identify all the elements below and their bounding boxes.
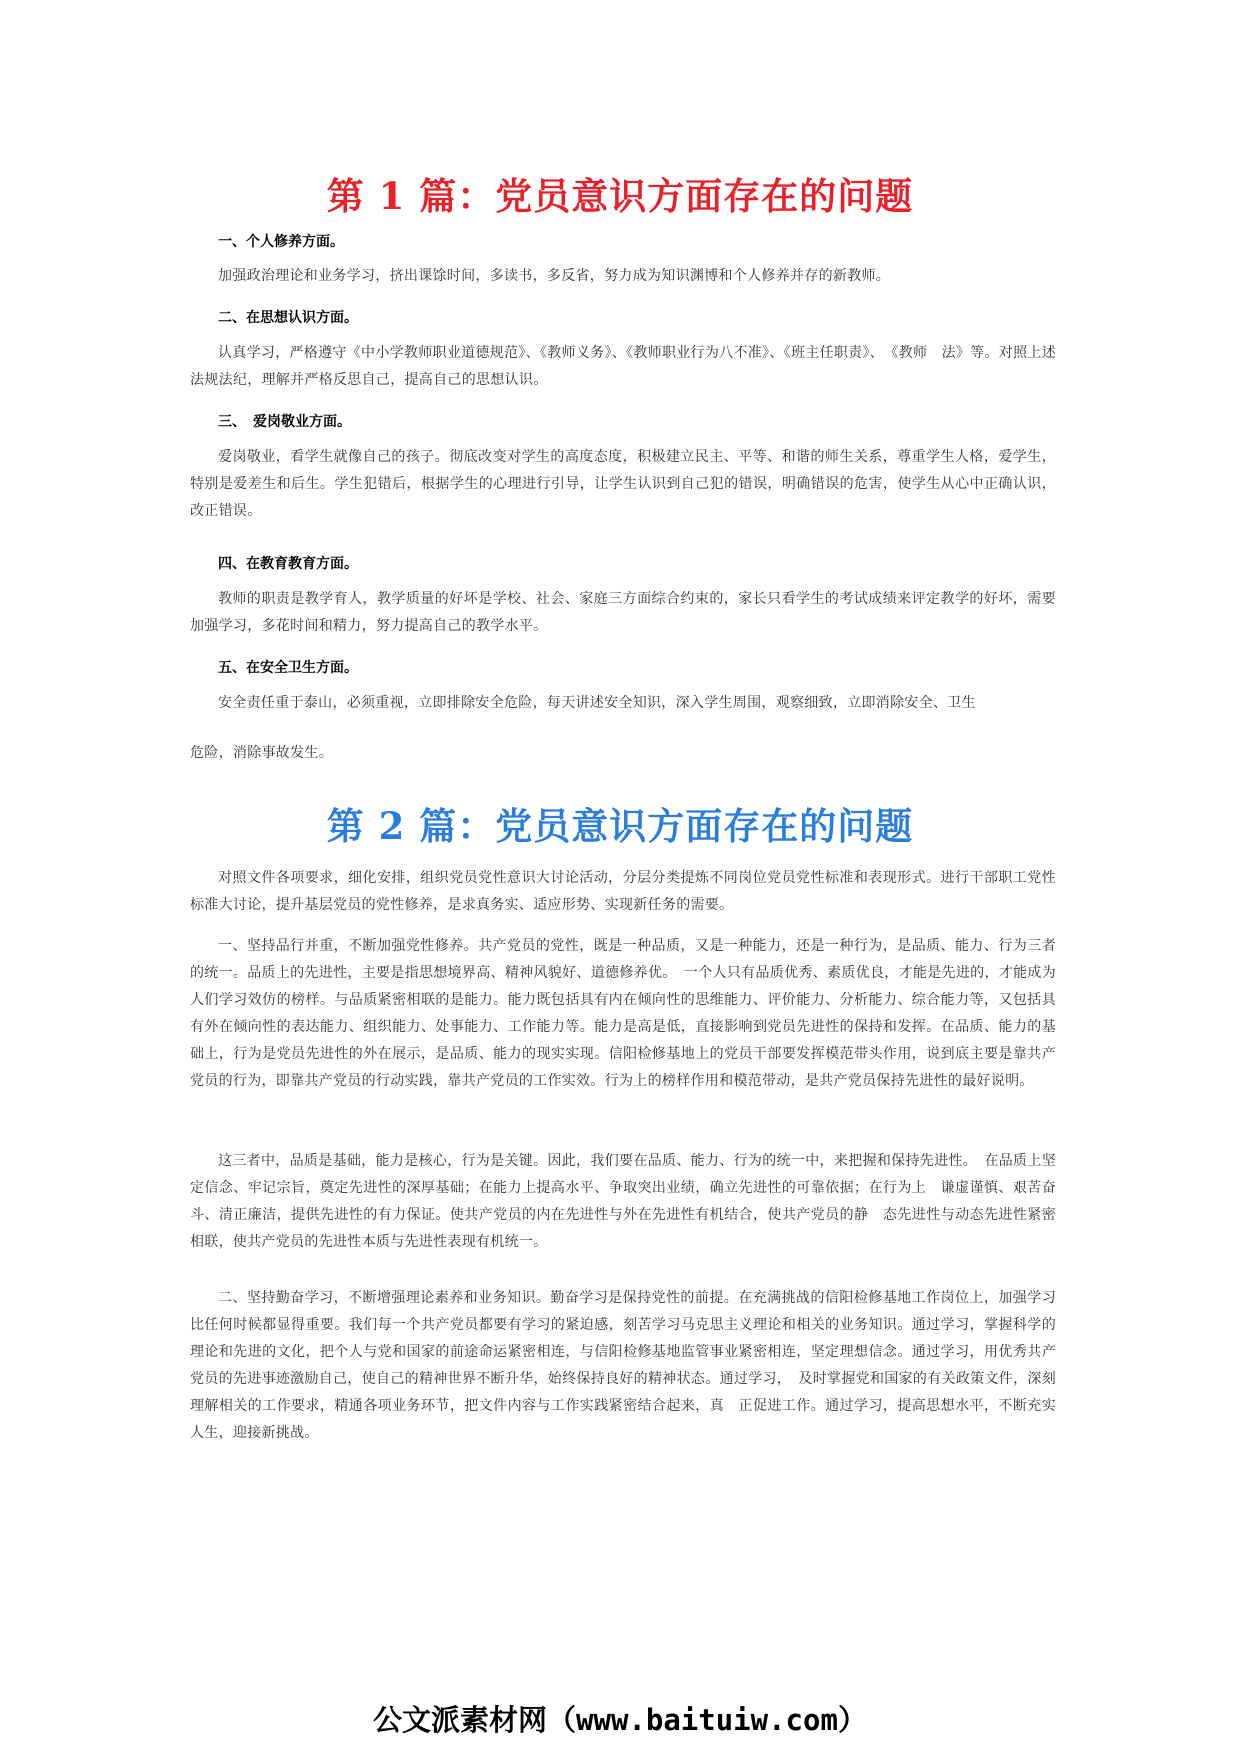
section-4-heading: 四、在教育教育方面。 (218, 556, 358, 572)
section-2-heading: 二、在思想认识方面。 (218, 310, 358, 326)
section-4-text: 教师的职责是教学育人，教学质量的好坏是学校、社会、家庭三方面综合约束的，家长只看学生的考试成绩来评定教学的好坏，需要加强学习，多花时间和精力，努力提高自己的教学水平。 (190, 591, 1056, 634)
article-2-paragraph: 二、坚持勤奋学习，不断增强理论素养和业务知识。勤奋学习是保持党性的前提。在充满挑战的信阳检修基地工作岗位上，加强学习比任何时候都显得重要。我们每一个共产党员都要有学习的紧迫感，刻苦学习马克思主义理论和相关的业务知识。通过学习，掌握科学的理论和先进的文化，把个人与党和国家的前途命运紧密相连，与信阳检修基地监管事业紧密相连，坚定理想信念。通过学习，用优秀共产党员的先进事迹激励自己，使自己的精神世界不断升华，始终保持良好的精神状态。通过学习， 及时掌握党和国家的有关政策文件，深刻理解相关的工作要求，精通各项业务环节，把文件内容与工作实践紧密结合起来，真 正促进工作。通过学习，提高思想水平，不断充实人生，迎接新挑战。 (190, 1290, 1056, 1441)
article-2-paragraph: 一、坚持品行并重，不断加强党性修养。共产党员的党性，既是一种品质，又是一种能力，还是一种行为，是品质、能力、行为三者的统一。品质上的先进性，主要是指思想境界高、精神风貌好、道德修养优。 一个人只有品质优秀、素质优良，才能是先进的，才能成为人们学习效仿的榜样。与品质紧密相联的是能力。能力既包括具有内在倾向性的思维能力、评价能力、分析能力、综合能力等，又包括具有外在倾向性的表达能力、组织能力、处事能力、工作能力等。能力是高是低，直接影响到党员先进性的保持和发挥。在品质、能力的基础上，行为是党员先进性的外在展示，是品质、能力的现实实现。信阳检修基地上的党员干部要发挥模范带头作用，说到底主要是靠共产党员的行为，即靠共产党员的行动实践，靠共产党员的工作实效。行为上的榜样作用和模范带动，是共产党员保持先进性的最好说明。 (190, 938, 1056, 1089)
section-1-heading: 一、个人修养方面。 (218, 234, 344, 250)
article-1-title: 第 1 篇：党员意识方面存在的问题 (326, 174, 914, 218)
site-footer: 公文派素材网（www.baituiw.com） (373, 1703, 867, 1737)
article-2-paragraph: 对照文件各项要求，细化安排，组织党员党性意识大讨论活动，分层分类提炼不同岗位党员党性标准和表现形式。进行干部职工党性标准大讨论，提升基层党员的党性修养，是求真务实、适应形势、实现新任务的需要。 (190, 870, 1056, 913)
section-1-text: 加强政治理论和业务学习，挤出课馀时间，多读书，多反省，努力成为知识渊博和个人修养并存的新教师。 (218, 268, 891, 284)
article-2-paragraph: 这三者中，品质是基础，能力是核心，行为是关键。因此，我们要在品质、能力、行为的统一中，来把握和保持先进性。 在品质上坚定信念、牢记宗旨，奠定先进性的深厚基础；在能力上提高水平、争取突出业绩，确立先进性的可靠依据；在行为上 谦虚谨慎、艰苦奋斗、清正廉洁，提供先进性的有力保证。使共产党员的内在先进性与外在先进性有机结合，使共产党员的静 态先进性与动态先进性紧密相联，使共产党员的先进性本质与先进性表现有机统一。 (190, 1153, 1056, 1250)
section-5-heading: 五、在安全卫生方面。 (218, 660, 358, 676)
section-3-heading: 三、 爱岗敬业方面。 (218, 414, 351, 430)
section-2-text: 认真学习，严格遵守《中小学教师职业道德规范》、《教师义务》、《教师职业行为八不准》、《班主任职责》、 《教师 法》等。对照上述法规法纪，理解并严格反思自己，提高自己的思想认识。 (190, 345, 1056, 388)
section-5-text: 安全责任重于泰山，必须重视，立即排除安全危险，每天讲述安全知识，深入学生周围，观察细致，立即消除安全、卫生 (218, 695, 976, 711)
section-5-text-continued: 危险，消除事故发生。 (190, 745, 333, 761)
article-2-title: 第 2 篇：党员意识方面存在的问题 (326, 804, 914, 848)
section-3-text: 爱岗敬业，看学生就像自己的孩子。彻底改变对学生的高度态度，积极建立民主、平等、和谐的师生关系，尊重学生人格，爱学生，特别是爱差生和后生。学生犯错后，根据学生的心理进行引导，让学生认识到自己犯的错误，明确错误的危害，使学生从心中正确认识，改正错误。 (190, 449, 1056, 519)
